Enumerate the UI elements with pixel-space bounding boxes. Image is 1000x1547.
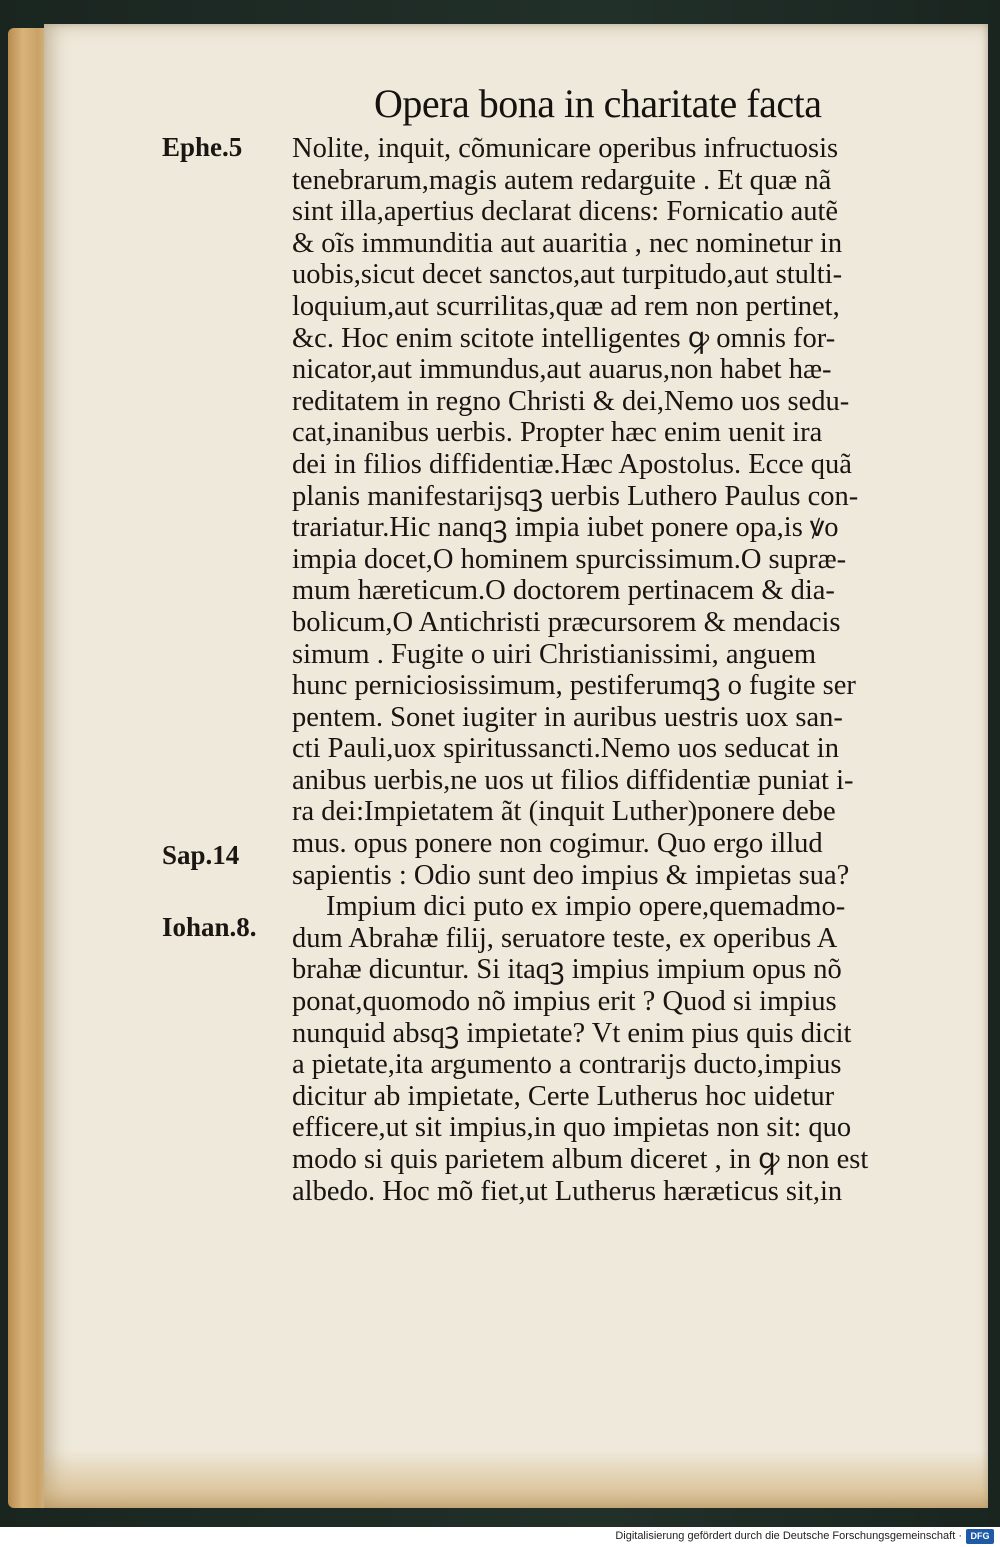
text-line: loquium,aut scurrilitas,quæ ad rem non pertinet, bbox=[292, 290, 840, 322]
marginal-johannes: Iohan.8. bbox=[162, 912, 257, 942]
text-line: a pietate,ita argumento a contrarijs ducto,impius bbox=[292, 1049, 842, 1081]
text-line: modo si quis parietem album diceret , in ꝙ non est bbox=[292, 1144, 869, 1175]
body-text bbox=[292, 133, 932, 1207]
text-line: dei in filios diffidentiæ.Hæc Apostolus. Ecce quã bbox=[292, 448, 852, 480]
text-line: trariatur.Hic nanqꝫ impia iubet ponere opa,is ꝟo bbox=[292, 512, 839, 544]
footer-credit: Digitalisierung gefördert durch die Deutsche Forschungsgemeinschaft · bbox=[615, 1530, 962, 1542]
text-line: ra dei:Impietatem ãt (inquit Luther)ponere debe bbox=[292, 796, 836, 828]
text-line: simum . Fugite o uiri Christianissimi, anguem bbox=[292, 638, 817, 670]
text-line: mus. opus ponere non cogimur. Quo ergo illud bbox=[292, 828, 823, 860]
text-line: Nolite, inquit, cõmunicare operibus infructuosis bbox=[292, 133, 839, 164]
text-line: &c. Hoc enim scitote intelligentes ꝙ omnis for- bbox=[292, 322, 836, 354]
text-line: uobis,sicut decet sanctos,aut turpitudo,aut stulti- bbox=[292, 259, 843, 291]
text-line: ponat,quomodo nõ impius erit ? Quod si impius bbox=[292, 986, 837, 1018]
text-line: & oĩs immunditia aut auaritia , nec nominetur in bbox=[292, 227, 843, 259]
text-line: impia docet,O hominem spurcissimum.O supræ- bbox=[292, 543, 847, 575]
text-line: planis manifestarijsqꝫ uerbis Luthero Paulus con- bbox=[292, 480, 859, 512]
text-line: dum Abrahæ filij, seruatore teste, ex operibus A bbox=[292, 922, 838, 954]
text-line: tenebrarum,magis autem redarguite . Et quæ nã bbox=[292, 164, 832, 196]
text-line: dicitur ab impietate, Certe Lutherus hoc uidetur bbox=[292, 1080, 835, 1112]
text-line: cat,inanibus uerbis. Propter hæc enim uenit ira bbox=[292, 417, 823, 449]
text-line: albedo. Hoc mõ fiet,ut Lutherus hæræticus sit,in bbox=[292, 1175, 843, 1207]
marginal-ephesians: Ephe.5 bbox=[162, 132, 243, 162]
text-line: pentem. Sonet iugiter in auribus uestris uox san- bbox=[292, 701, 843, 733]
marginal-sapientia: Sap.14 bbox=[162, 840, 240, 870]
text-line: brahæ dicuntur. Si itaqꝫ impius impium opus nõ bbox=[292, 954, 842, 986]
page-stain bbox=[44, 1450, 988, 1508]
dfg-logo-icon: DFG bbox=[966, 1529, 994, 1544]
text-line: sapientis : Odio sunt deo impius & impietas sua? bbox=[292, 859, 850, 891]
running-head: Opera bona in charitate facta bbox=[374, 81, 822, 126]
text-line: Impium dici puto ex impio opere,quemadmo- bbox=[326, 891, 846, 923]
text-line: reditatem in regno Christi & dei,Nemo uos sedu- bbox=[292, 385, 850, 417]
text-line: sint illa,apertius declarat dicens: Fornicatio autẽ bbox=[292, 196, 839, 228]
text-line: anibus uerbis,ne uos ut filios diffidentiæ puniat i- bbox=[292, 764, 854, 796]
text-line: nicator,aut immundus,aut auarus,non habet hæ- bbox=[292, 354, 832, 386]
text-line: bolicum,O Antichristi præcursorem & mendacis bbox=[292, 606, 841, 638]
text-line: hunc perniciosissimum, pestiferumqꝫ o fugite ser bbox=[292, 670, 856, 702]
text-line: cti Pauli,uox spiritussancti.Nemo uos seducat in bbox=[292, 733, 839, 765]
text-line: efficere,ut sit impius,in quo impietas non sit: quo bbox=[292, 1112, 852, 1144]
text-line: mum hæreticum.O doctorem pertinacem & dia- bbox=[292, 575, 835, 607]
text-line: nunquid absqꝫ impietate? Vt enim pius quis dicit bbox=[292, 1017, 852, 1049]
